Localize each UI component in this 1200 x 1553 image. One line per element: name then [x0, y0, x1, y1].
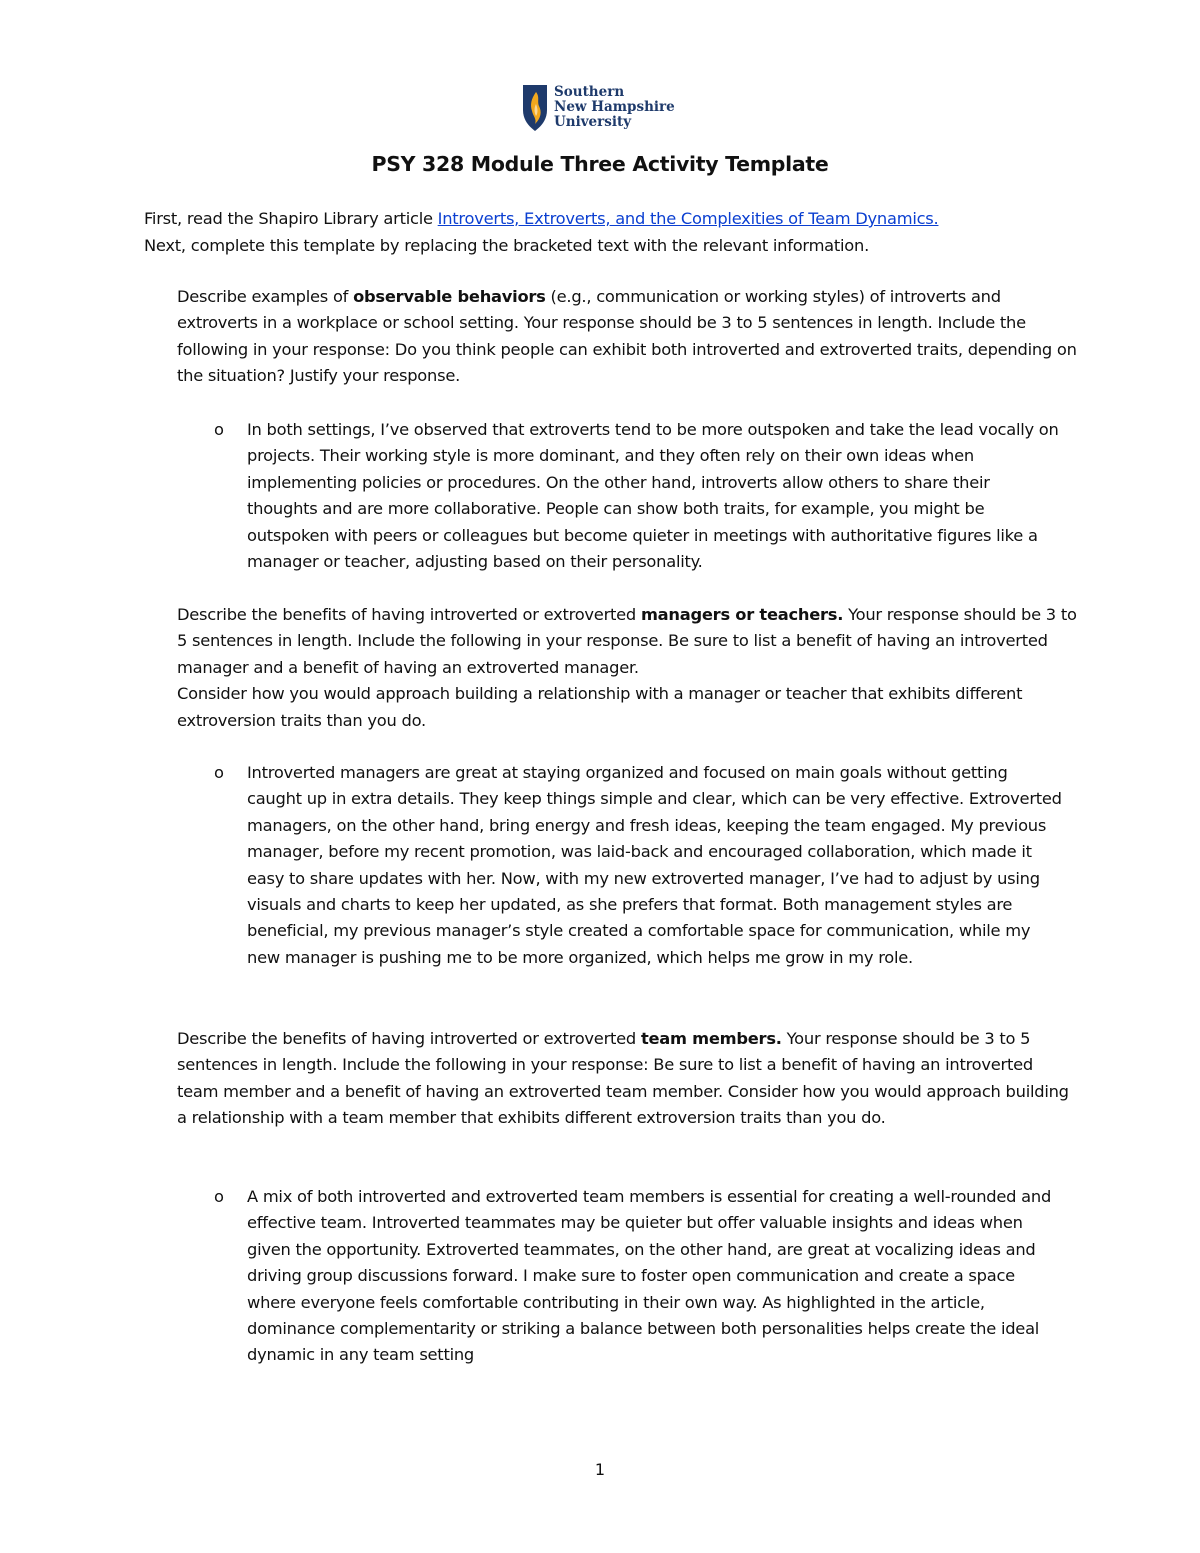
intro-prefix: First, read the Shapiro Library article — [144, 209, 438, 228]
intro-line-1 — [144, 206, 1074, 233]
article-link[interactable]: Introverts, Extroverts, and the Complexities of Team Dynamics. — [437, 209, 939, 228]
answer-text: A mix of both introverted and extroverted team members is essential for creating a well-rounded and effective team. Introverted teammates may be quieter but offer valuable insights and ideas when given the opportunity. Extroverted teammates, on the other hand, are great at vocalizing ideas and driving group discussions forward. I make sure to foster open communication and create a space where everyone feels comfortable contributing in their own way. As highlighted in the article, dominance complementarity or striking a balance between both personalities helps create the ideal dynamic in any team setting — [247, 1187, 1052, 1365]
intro-line-2: Next, complete this template by replacing the bracketed text with the relevant information. — [144, 235, 870, 255]
bullet-marker: o — [214, 1187, 224, 1206]
prompt-text: Describe examples of — [177, 287, 354, 306]
prompt-keyword: team members. — [640, 1029, 782, 1048]
answer-team-members — [214, 1184, 1084, 1369]
prompt-paragraph-2: Consider how you would approach building a relationship with a manager or teacher that exhibits different extroversion traits than you do. — [177, 684, 1023, 730]
answer-text: Introverted managers are great at staying organized and focused on main goals without getting caught up in extra details. They keep things simple and clear, which can be very effective. Extroverted managers, on the other hand, bring energy and fresh ideas, keeping the team engaged. My previous manager, before my recent promotion, was laid-back and encouraged collaboration, which made it easy to share updates with her. Now, with my new extroverted manager, I’ve had to adjust by using visuals and charts to keep her updated, as she prefers that format. Both management styles are beneficial, my previous manager’s style created a comfortable space for communication, while my new manager is pushing me to be more organized, which helps me grow in my role. — [247, 763, 1062, 967]
answer-observable-behaviors — [214, 417, 1084, 575]
bullet-marker: o — [214, 420, 224, 439]
flame-shield-icon — [522, 84, 548, 132]
logo-line-3: University — [554, 114, 632, 130]
prompt-text: Your response should be 3 to 5 sentences in length. Include the following in your response: Be sure to list a benefit of having an introverted team member and a benefit of having an extroverted team member. Consider how you would approach building a relationship with a team member that exhibits different extroversion traits than you do. — [177, 1029, 1069, 1128]
prompt-keyword: managers or teachers. — [640, 605, 844, 624]
logo-wordmark — [554, 85, 675, 130]
page-number: 1 — [594, 1460, 606, 1479]
prompt-text: (e.g., communication or working styles) of introverts and extroverts in a workplace or school setting. Your response should be 3 to 5 sentences in length. Include the following in your response: Do you think people can exhibit both introverted and extroverted traits, depending on the situation? Justify your response. — [177, 287, 1077, 386]
page-title: PSY 328 Module Three Activity Template — [371, 152, 829, 176]
prompt-managers-teachers — [177, 602, 1077, 734]
intro-paragraph — [144, 206, 1074, 259]
prompt-observable-behaviors — [177, 284, 1077, 390]
prompt-text: Describe the benefits of having introverted or extroverted — [177, 1029, 641, 1048]
prompt-keyword: observable behaviors — [353, 287, 546, 306]
prompt-paragraph — [177, 602, 1077, 681]
university-logo — [522, 84, 692, 134]
prompt-text: Your response should be 3 to 5 sentences in length. Include the following in your response. Be sure to list a benefit of having an introverted manager and a benefit of having an extroverted manager. — [177, 605, 1077, 677]
bullet-marker: o — [214, 763, 224, 782]
logo-line-1: Southern — [554, 84, 625, 100]
prompt-team-members — [177, 1026, 1077, 1132]
logo-line-2: New Hampshire — [554, 99, 675, 115]
answer-managers-teachers — [214, 760, 1084, 971]
prompt-text: Describe the benefits of having introverted or extroverted — [177, 605, 641, 624]
answer-text: In both settings, I’ve observed that extroverts tend to be more outspoken and take the lead vocally on projects. Their working style is more dominant, and they often rely on their own ideas when implementing policies or procedures. On the other hand, introverts allow others to share their thoughts and are more collaborative. People can show both traits, for example, you might be outspoken with peers or colleagues but become quieter in meetings with authoritative figures like a manager or teacher, adjusting based on their personality. — [247, 420, 1059, 572]
